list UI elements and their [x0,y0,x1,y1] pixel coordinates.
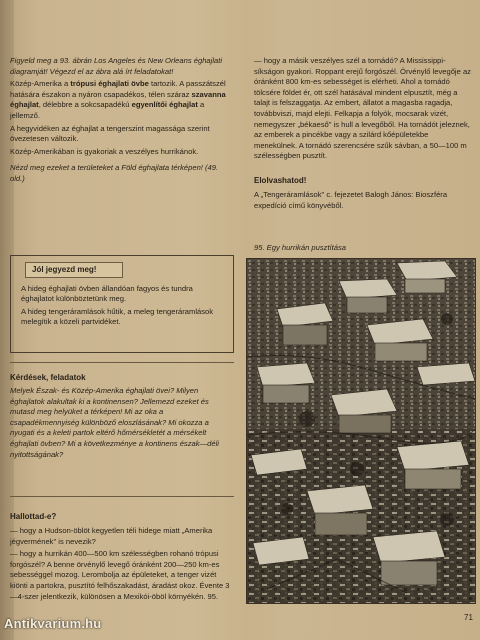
remember-box-text: A hideg éghajlati övben állandóan fagyos és tundra éghajlatot különböztetünk meg. A hideg tengeráramlások hűtik, a meleg tengeráramlások melegítik a közeli partvidéket. [21,284,214,327]
heard-heading: Hallottad-e? [10,512,57,521]
heard-text: — hogy a Hudson-öblöt kegyetlen téli hidege miatt „Amerika jégvermének" is nevezik? — hogy a hurrikán 400—500 km szélességben rohanó trópusi forgószél? A benne örvénylő levegő óránként 200—250 km-es sebességgel mozog. Lerombolja az épületeket, a tenger vizét kiönti a partokra, pusztító felhőszakadást, áradást okoz. Évente 3—4-szer jelentkezik, különösen a Mexikói-öböl környékén. 95. [10,526,230,601]
page-number: 71 [464,613,473,622]
remember-box-title: Jól jegyezd meg! [25,262,123,278]
watermark-logo: Antikvarium.hu [4,616,102,631]
questions-heading: Kérdések, feladatok [10,373,86,382]
tornado-paragraph: — hogy a másik veszélyes szél a tornádó? A Mississippi-síkságon gyakori. Roppant erejű forgószél. Örvénylő levegője az óránként 800 km-es sebességet is elérheti. Ahol a tornádó tölcsére földet ér, ott szél hatásával mindent elpusztít, még a talajt is felszaggatja. Az embert, állatot a magasba ragadja, továbbviszi, majd elejti. Felkapja a folyók, mocsarak vizét, nemegyszer „békaeső" is hull a levegőből. Ha tornádót jeleznek, az emberek a pincékbe vagy a szilárd kőépületekbe menekülnek. A tornádó szerencsére szűk sávban, a 50—100 m szélességben pusztít. [254,56,471,161]
remember-box [10,255,234,353]
hurricane-damage-photo [246,258,476,604]
divider-line [10,496,234,497]
mountain-climate-paragraph: A hegyvidéken az éghajlat a tengerszint magassága szerint övezetesen változik. [10,123,210,144]
read-heading: Elolvashatod! [254,176,307,185]
divider-line [10,362,234,363]
left-column-top [10,56,234,187]
questions-text: Melyek Észak- és Közép-Amerika éghajlati övei? Milyen éghajlatok alakultak ki a kontinensen? Jellemezd ezeket és mutasd meg helyüket a térképen! Mi az oka a csapadékmennyiség különböző eloszlásának? Mi okozza a nyugati és a keleti partok eltérő hőmérsékletét a mérsékelt éghajlati övben? Mi a következménye a kontinens észak—déli nyitottságának? [10,386,219,459]
hurricane-paragraph: Közép-Amerikában is gyakoriak a veszélyes hurrikánok. [10,146,199,156]
intro-instruction: Figyeld meg a 93. ábrán Los Angeles és New Orleans éghajlati diagramját! Végezd el az ábra alá írt feladatokat! [10,56,223,76]
photo-caption: 95. Egy hurrikán pusztítása [254,243,347,252]
read-text: A „Tengeráramlások" c. fejezetet Balogh János: Bioszféra expedíció című könyvéből. [254,190,448,210]
climate-paragraph: Közép-Amerika a trópusi éghajlati övbe tartozik. A passzátszél hatására északon a nyáron csapadékos, télen száraz szavanna éghajlat, délebbre a sokcsapadékú egyenlítői éghajlat a jellemző. [10,79,226,120]
map-instruction: Nézd meg ezeket a területeket a Föld éghajlata térképen! (49. old.) [10,163,219,183]
